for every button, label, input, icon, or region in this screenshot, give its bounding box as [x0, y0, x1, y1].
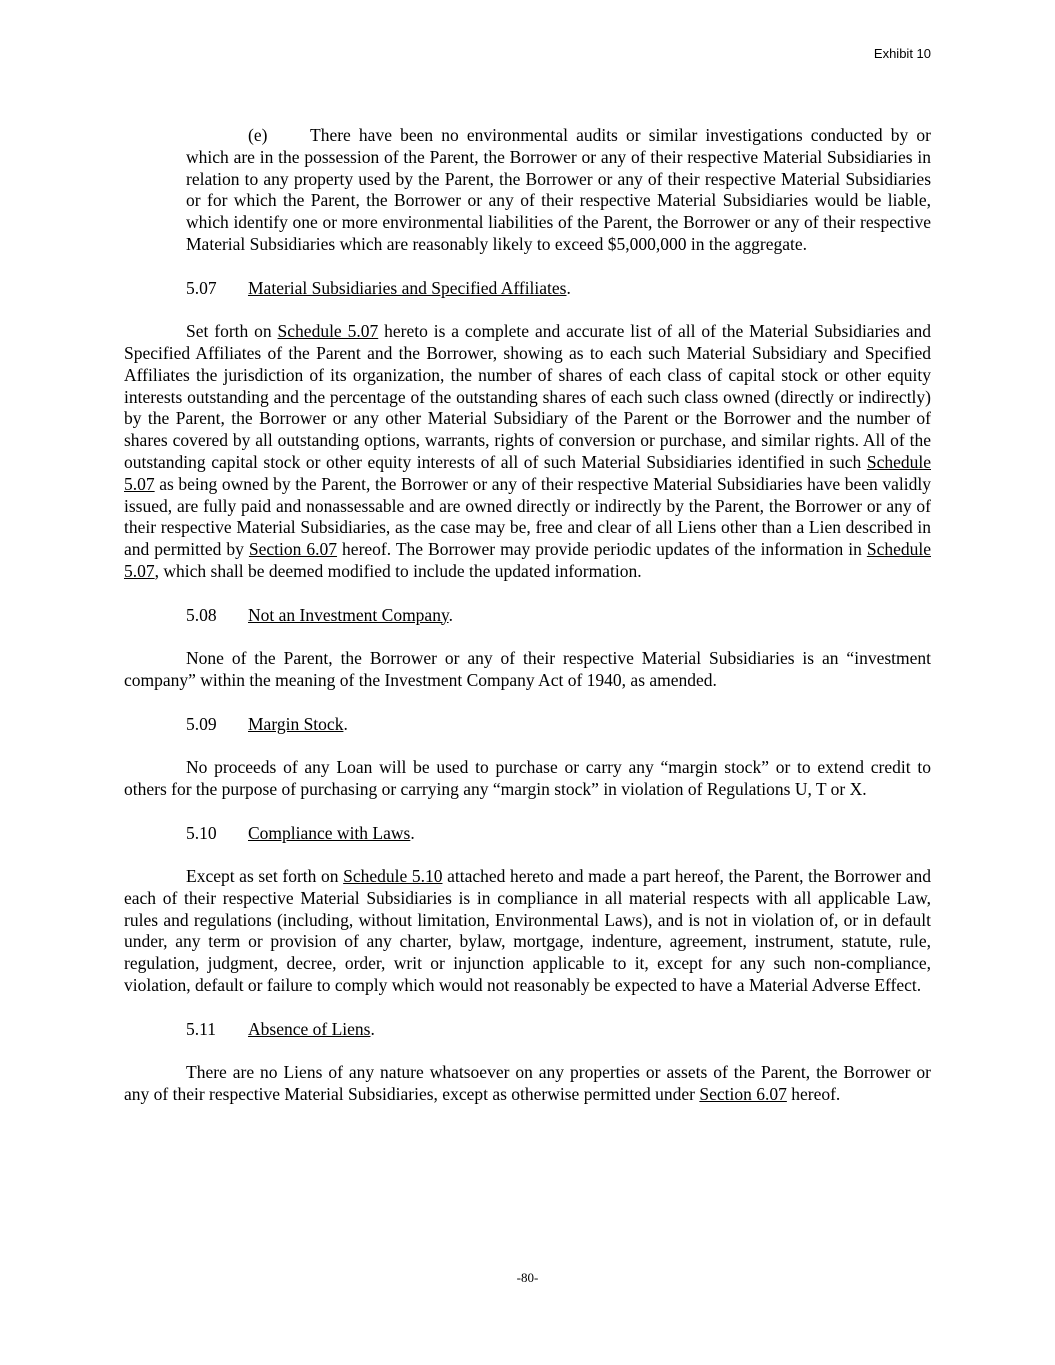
section-5-10-paragraph — [124, 866, 931, 997]
section-5-08-heading: 5.08 Not an Investment Company. — [186, 604, 453, 625]
section-5-11-heading: 5.11 Absence of Liens. — [186, 1018, 375, 1039]
document-body — [124, 125, 931, 1106]
text-run: as being owned by the Parent, the Borrower or any of their respective Material Subsidiaries have been validly issued, are fully paid and nonassessable and are owned directly or indirectly by the Parent, the Borrower or any of their respective Material Subsidiaries, as the case may be, free and clear of all Liens other than a Lien described in and permitted by — [124, 473, 931, 560]
item-e-label: (e) — [248, 125, 268, 145]
schedule-reference: Schedule 5.07 — [124, 451, 931, 494]
text-run: There are no Liens of any nature whatsoever on any properties or assets of the Parent, the Borrower or any of their respective Material Subsidiaries, except as otherwise permitted under — [124, 1062, 931, 1105]
schedule-reference: Schedule 5.07 — [124, 539, 931, 581]
section-title: Compliance with Laws — [248, 822, 411, 843]
text-run: Set forth on — [186, 321, 278, 342]
section-title: Material Subsidiaries and Specified Affiliates — [248, 277, 567, 298]
section-5-07-heading: 5.07 Material Subsidiaries and Specified Affiliates. — [186, 277, 571, 298]
section-number: 5.07 — [186, 277, 217, 298]
section-reference: Section 6.07 — [248, 539, 338, 560]
section-title: Not an Investment Company — [248, 604, 449, 625]
item-e-paragraph — [186, 125, 931, 256]
schedule-reference: Schedule 5.10 — [343, 866, 443, 887]
exhibit-label: Exhibit 10 — [873, 46, 931, 61]
text-run: hereof. — [786, 1084, 841, 1105]
section-number: 5.08 — [186, 604, 217, 625]
text-run: hereof. The Borrower may provide periodic updates of the information in — [337, 539, 867, 560]
schedule-reference: Schedule 5.07 — [277, 321, 379, 342]
section-number: 5.09 — [186, 713, 217, 734]
page-number: -80- — [516, 1270, 539, 1285]
text-run: hereto is a complete and accurate list of all of the Material Subsidiaries and Specified Affiliates of the Parent and the Borrower, showing as to each such Material Subsidiary and Specified Affiliates the jurisdiction of its organization, the number of shares of each class of capital stock or other equity interests outstanding and the percentage of the outstanding shares of each such class owned (directly or indirectly) by the Parent, the Borrower or any other Material Subsidiary of the Parent or the Borrower and the number of shares covered by all outstanding options, warrants, rights of conversion or purchase, and similar rights. All of the outstanding capital stock or other equity interests of all of such Material Subsidiaries identified in such — [124, 321, 931, 472]
section-number: 5.10 — [186, 822, 217, 843]
item-e-text: There have been no environmental audits or similar investigations conducted by or which are in the possession of the Parent, the Borrower or any of their respective Material Subsidiaries in relation to any property used by the Parent, the Borrower or any of their respective Material Subsidiaries or for which the Parent, the Borrower or any of their respective Material Subsidiaries would be liable, which identify one or more environmental liabilities of the Parent, the Borrower or any of their respective Material Subsidiaries which are reasonably likely to exceed $5,000,000 in the aggregate. — [186, 125, 931, 254]
section-5-07-paragraph — [124, 321, 931, 583]
text-run: , which shall be deemed modified to include the updated information. — [154, 560, 642, 581]
section-5-08-paragraph: None of the Parent, the Borrower or any of their respective Material Subsidiaries is an “investment company” within the meaning of the Investment Company Act of 1940, as amended. — [124, 648, 931, 690]
section-reference: Section 6.07 — [699, 1084, 787, 1105]
text-run: attached hereto and made a part hereof, the Parent, the Borrower and each of their respective Material Subsidiaries is in compliance in all material respects with all applicable Law, rules and regulations (including, without limitation, Environmental Laws), and is not in violation of, or in default under, any term or provision of any charter, bylaw, mortgage, indenture, agreement, instrument, statute, rule, regulation, judgment, decree, order, writ or injunction applicable to it, except for any such non-compliance, violation, default or failure to comply which would not reasonably be expected to have a Material Adverse Effect. — [124, 866, 932, 996]
section-title: Margin Stock — [248, 713, 344, 734]
section-5-09-paragraph: No proceeds of any Loan will be used to purchase or carry any “margin stock” or to extend credit to others for the purpose of purchasing or carrying any “margin stock” in violation of Regulations U, T or X. — [124, 757, 931, 799]
section-5-09-heading: 5.09 Margin Stock. — [186, 713, 348, 734]
section-title: Absence of Liens — [248, 1018, 371, 1039]
section-5-11-paragraph — [124, 1062, 931, 1106]
section-number: 5.11 — [186, 1018, 216, 1039]
text-run: Except as set forth on — [186, 866, 344, 887]
section-5-10-heading: 5.10 Compliance with Laws. — [186, 822, 415, 843]
